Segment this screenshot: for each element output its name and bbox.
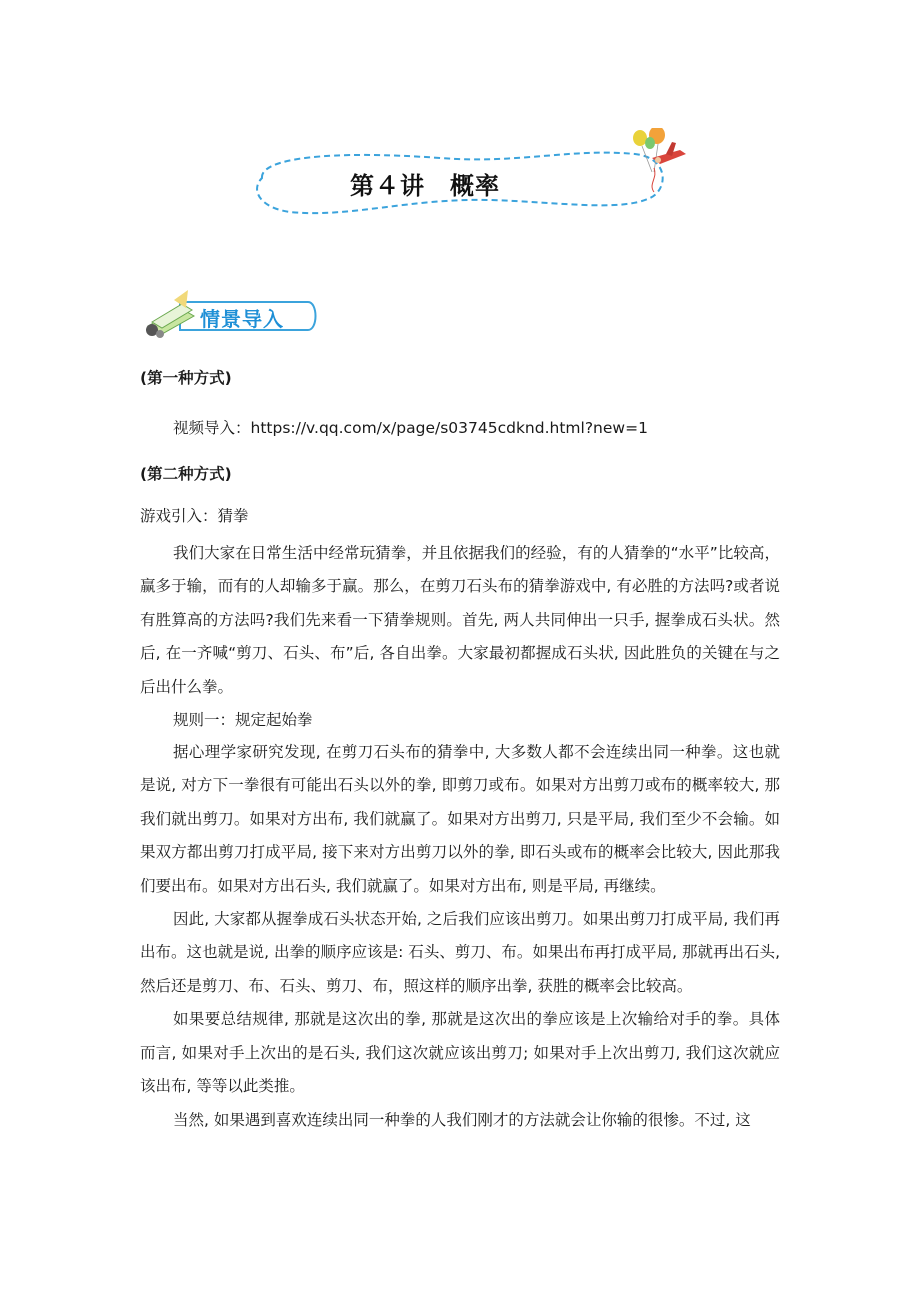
paragraph-4: 如果要总结规律, 那就是这次出的拳, 那就是这次出的拳应该是上次输给对手的拳。具体而言, 如果对手上次出的是石头, 我们这次就应该出剪刀; 如果对手上次出剪刀, 我们这次就应该出布, 等等以此类推。	[140, 1010, 780, 1096]
method1-heading: (第一种方式)	[140, 369, 232, 387]
rule-1: 规则一：规定起始拳	[173, 711, 313, 730]
paragraph-1: 我们大家在日常生活中经常玩猜拳，并且依据我们的经验，有的人猜拳的“水平”比较高，赢多于输，而有的人却输多于赢。那么，在剪刀石头布的猜拳游戏中, 有必胜的方法吗?或者说有胜算高的方法吗?我们先来看一下猜拳规则。首先, 两人共同伸出一只手, 握拳成石头状。然后, 在一齐喊“剪刀、石头、布”后, 各自出拳。大家最初都握成石头状, 因此胜负的关键在与之后出什么拳。	[140, 544, 780, 696]
lecture-title: 第４讲 概率	[350, 172, 500, 200]
balloon-icon	[633, 128, 665, 172]
document-body	[140, 362, 780, 1137]
method2-heading: (第二种方式)	[140, 465, 232, 483]
paragraph-2: 据心理学家研究发现, 在剪刀石头布的猜拳中, 大多数人都不会连续出同一种拳。这也就是说, 对方下一拳很有可能出石头以外的拳, 即剪刀或布。如果对方出剪刀或布的概率较大, 那我们就出剪刀。如果对方出布, 我们就赢了。如果对方出剪刀, 只是平局, 我们至少不会输。如果双方都出剪刀打成平局, 接下来对方出剪刀以外的拳, 即石头或布的概率会比较大, 因此那我们要出布。如果对方出石头, 我们就赢了。如果对方出布, 则是平局, 再继续。	[140, 743, 780, 895]
paragraph-5: 当然, 如果遇到喜欢连续出同一种拳的人我们刚才的方法就会让你输的很惨。不过, 这	[173, 1110, 751, 1129]
paragraph-3: 因此, 大家都从握拳成石头状态开始, 之后我们应该出剪刀。如果出剪刀打成平局, 我们再出布。这也就是说, 出拳的顺序应该是: 石头、剪刀、布。如果出布再打成平局, 那就再出石头, 然后还是剪刀、布、石头、剪刀、布，照这样的顺序出拳, 获胜的概率会比较高。	[140, 910, 780, 995]
game-intro: 游戏引入：猜拳	[140, 507, 249, 525]
section-label: 情景导入	[200, 307, 284, 331]
video-intro: 视频导入：https://v.qq.com/x/page/s03745cdknd.html?new=1	[173, 419, 648, 437]
